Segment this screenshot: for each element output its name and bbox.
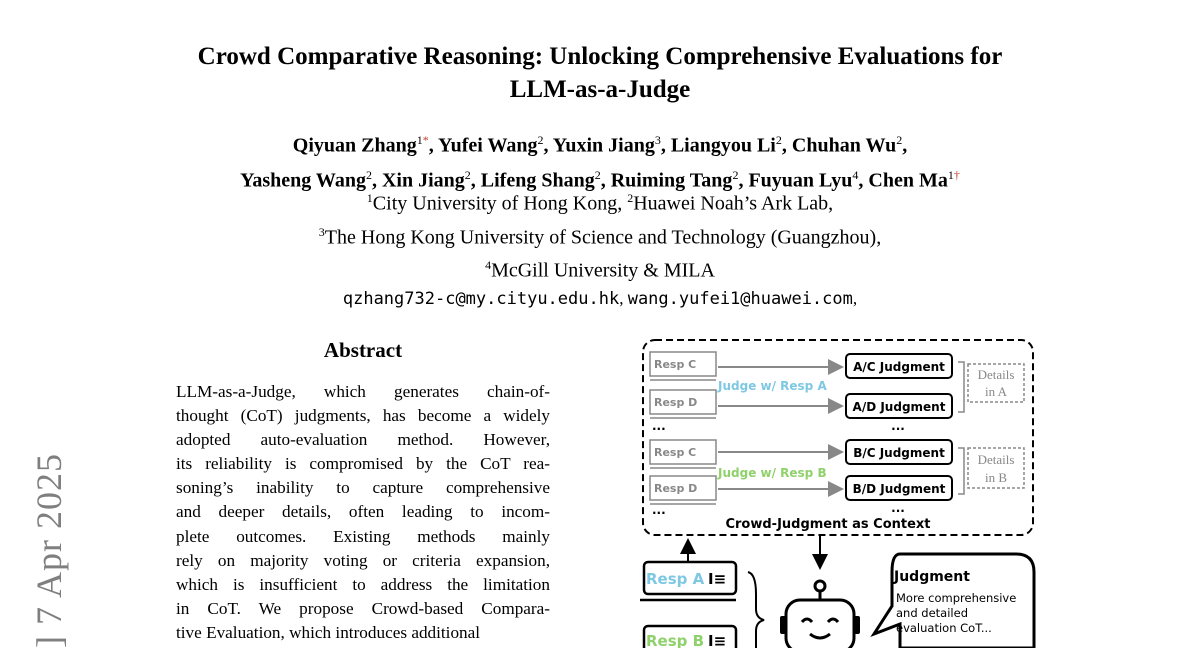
details-in-a-line2: in A	[984, 384, 1008, 399]
author-separator: ,	[470, 169, 481, 192]
author-separator: ,	[781, 134, 792, 157]
affiliation-sup: 1	[366, 191, 373, 205]
author-name: Liangyou Li	[670, 134, 776, 157]
judgment-text-line2: and detailed	[896, 606, 968, 620]
affiliation-line-1	[0, 184, 1200, 218]
ellipsis: ...	[652, 419, 666, 433]
author-affiliation-sup: 2	[365, 167, 372, 182]
ellipsis: ...	[891, 419, 905, 433]
title-line-1: Crowd Comparative Reasoning: Unlocking Comprehensive Evaluations for	[197, 43, 1003, 70]
brace	[958, 362, 964, 412]
resp-c-doc-icon	[650, 352, 716, 380]
judge-with-resp-b-label: Judge w/ Resp B	[718, 466, 827, 480]
robot-judge-icon	[780, 581, 860, 648]
judgment-title: Judgment	[894, 569, 970, 585]
abstract-line: in CoT. We propose Crowd-based Compara-	[176, 598, 550, 618]
abstract-line: its reliability is compromised by the CoT rea-	[176, 454, 550, 474]
arxiv-stamp: ] 7 Apr 2025	[29, 453, 69, 648]
author-name: Ruiming Tang	[610, 169, 733, 192]
email-link[interactable]: qzhang732-c@my.cityu.edu.hk	[342, 288, 620, 309]
abstract-line: and deeper details, often leading to incom-	[176, 502, 550, 522]
bc-judgment-label: B/C Judgment	[853, 446, 945, 460]
affiliation-line-2	[0, 218, 1200, 252]
details-in-a-line1: Details	[977, 367, 1015, 382]
author-name: Qiyuan Zhang	[292, 134, 417, 157]
author-line-1	[0, 126, 1200, 161]
author-affiliation-sup: 2	[594, 167, 601, 182]
author-affiliation-sup: 2	[732, 167, 739, 182]
affiliation-text: The Hong Kong University of Science and Technology (Guangzhou),	[324, 226, 882, 249]
resp-b-doc-icon	[644, 626, 736, 648]
resp-a-doc-icon	[640, 562, 736, 600]
judgment-text-line1: More comprehensive	[896, 591, 1017, 605]
author-name: Lifeng Shang	[480, 169, 595, 192]
affiliation-sup: 2	[627, 191, 634, 205]
author-name: Fuyuan Lyu	[748, 169, 853, 192]
ellipsis: ...	[891, 501, 905, 515]
email-link[interactable]: wang.yufei1@huawei.com	[627, 288, 853, 309]
resp-d-label: Resp D	[654, 482, 698, 495]
author-affiliation-sup: 2	[464, 167, 471, 182]
title-line-2: LLM-as-a-Judge	[509, 76, 691, 103]
author-name: Yuxin Jiang	[552, 134, 655, 157]
author-separator: ,	[902, 134, 908, 157]
resp-c-label: Resp C	[654, 358, 697, 371]
judgment-speech-bubble	[874, 554, 1034, 648]
author-separator: ,	[660, 134, 671, 157]
abstract-body	[176, 380, 550, 645]
author-affiliation-sup: 3	[654, 133, 661, 147]
abstract-line: tive Evaluation, which introduces additional	[176, 622, 481, 642]
abstract-line: thought (CoT) judgments, has become a widely	[176, 406, 550, 426]
crowd-judgment-caption: Crowd-Judgment as Context	[725, 517, 931, 532]
resp-c-doc-icon	[650, 440, 716, 468]
author-separator: ,	[738, 169, 749, 192]
author-affiliation-sup: 2	[537, 133, 544, 147]
affiliation-text: Huawei Noah’s Ark Lab,	[633, 192, 834, 215]
affiliation-text: City University of Hong Kong,	[372, 192, 628, 215]
resp-d-doc-icon	[650, 476, 716, 504]
affiliation-sup: 4	[485, 258, 492, 273]
author-name: Yasheng Wang	[240, 169, 366, 192]
author-affiliation-sup: 2	[775, 133, 782, 147]
email-separator: ,	[619, 288, 628, 308]
affiliation-text: McGill University & MILA	[491, 259, 715, 282]
brace	[748, 572, 764, 648]
details-in-b-line1: Details	[977, 452, 1015, 467]
abstract-line: adopted auto-evaluation method. However,	[176, 430, 550, 450]
judgment-text-line3: evaluation CoT...	[896, 621, 992, 635]
resp-d-label: Resp D	[654, 396, 698, 409]
author-affiliation-sup: 2	[896, 133, 903, 147]
author-mark: †	[953, 167, 960, 182]
author-affiliation-sup: 1†	[947, 167, 960, 182]
affiliation-sup: 3	[318, 224, 325, 239]
author-affiliation-sup: 1*	[416, 133, 429, 147]
abstract-line: rely on majority voting or criteria expansion,	[176, 550, 550, 570]
ellipsis: ...	[652, 503, 666, 517]
judge-with-resp-a-label: Judge w/ Resp A	[718, 379, 827, 393]
bd-judgment-label: B/D Judgment	[852, 482, 946, 496]
abstract-line: plete outcomes. Existing methods mainly	[176, 526, 550, 546]
resp-b-label: Resp B	[646, 632, 705, 648]
abstract-line: LLM-as-a-Judge, which generates chain-of-	[176, 382, 550, 401]
author-separator: ,	[858, 169, 869, 192]
paper-title	[0, 40, 1200, 106]
abstract-line: which is insufficient to address the limitation	[176, 574, 550, 594]
ad-judgment-label: A/D Judgment	[852, 400, 946, 414]
author-name: Chen Ma	[868, 169, 948, 192]
resp-d-doc-icon	[650, 390, 716, 418]
abstract-line: soning’s inability to capture comprehensive	[176, 478, 550, 498]
author-separator: ,	[371, 169, 382, 192]
affiliation-line-3	[0, 251, 1200, 285]
author-name: Chuhan Wu	[791, 134, 897, 157]
resp-a-label: Resp A	[646, 570, 705, 588]
text-cursor-icon: I≡	[708, 632, 727, 648]
author-separator: ,	[600, 169, 611, 192]
author-name: Yufei Wang	[437, 134, 538, 157]
ac-judgment-label: A/C Judgment	[853, 360, 945, 374]
brace	[958, 448, 964, 494]
author-mark: *	[422, 133, 429, 147]
affiliations	[0, 184, 1200, 313]
abstract-heading: Abstract	[323, 338, 403, 362]
email-trailing-comma: ,	[852, 288, 858, 308]
text-cursor-icon: I≡	[708, 570, 727, 588]
author-separator: ,	[428, 134, 438, 157]
author-affiliation-sup: 4	[852, 167, 859, 182]
author-name: Xin Jiang	[381, 169, 465, 192]
email-line	[0, 285, 1200, 313]
overview-figure	[630, 334, 1040, 648]
author-separator: ,	[543, 134, 553, 157]
resp-c-label: Resp C	[654, 446, 697, 459]
details-in-b-line2: in B	[984, 470, 1008, 485]
